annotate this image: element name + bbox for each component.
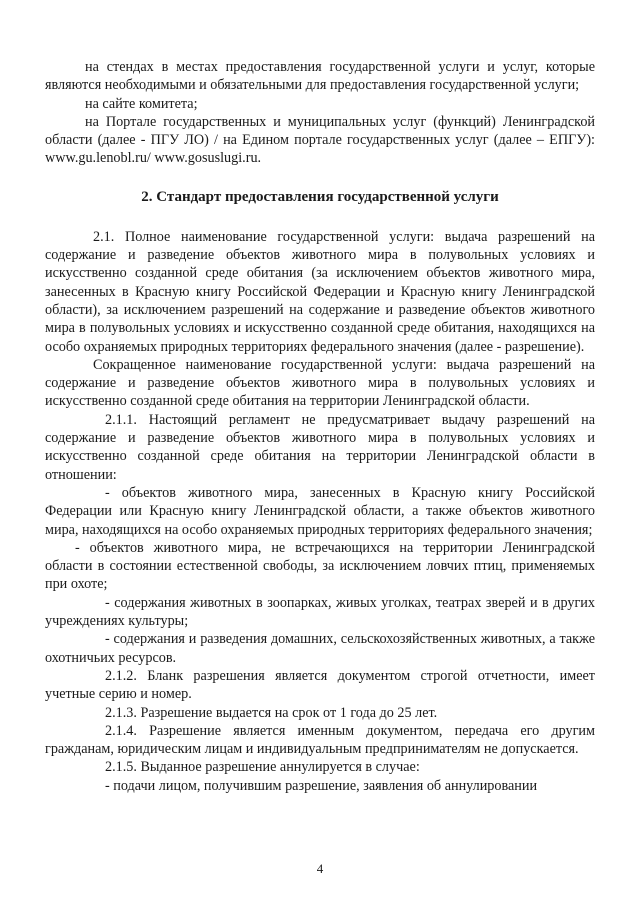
paragraph-portal: на Портале государственных и муниципальных услуг (функций) Ленинградской области (далее - ПГУ ЛО) / на Едином портале государственных услуг (далее – ЕПГУ): www.gu.lenobl.ru/ www.gosuslugi.ru. xyxy=(45,113,595,167)
paragraph-2-1-4: 2.1.4. Разрешение является именным документом, передача его другим гражданам, юридическим лицам и индивидуальным предпринимателям не допускается. xyxy=(45,722,595,758)
paragraph-short-name: Сокращенное наименование государственной услуги: выдача разрешений на содержание и разведение объектов животного мира в полувольных условиях и искусственно созданной среде обитания на территории Ленинградской области. xyxy=(45,356,595,410)
paragraph-2-1-5: 2.1.5. Выданное разрешение аннулируется в случае: xyxy=(105,759,420,776)
paragraph-2-1-2: 2.1.2. Бланк разрешения является документом строгой отчетности, имеет учетные серию и номер. xyxy=(45,667,595,703)
section-heading: 2. Стандарт предоставления государственной услуги xyxy=(141,188,499,205)
paragraph-committee-site: на сайте комитета; xyxy=(85,95,198,112)
list-item-dash-1: - объектов животного мира, занесенных в Красную книгу Российской Федерации или Красную книгу Ленинградской области, а также объектов животного мира, находящихся на особо охраняемых природных территориях федерального значения; xyxy=(45,484,595,538)
list-item-dash-3: - содержания животных в зоопарках, живых уголках, театрах зверей и в других учреждениях культуры; xyxy=(45,594,595,630)
list-item-dash-4: - содержания и разведения домашних, сельскохозяйственных животных, а также охотничьих ресурсов. xyxy=(45,631,595,666)
list-item-dash-2: - объектов животного мира, не встречающихся на территории Ленинградской области в состоянии естественной свободы, за исключением ловчих птиц, применяемых при охоте; xyxy=(45,539,595,593)
paragraph-2-1: 2.1. Полное наименование государственной услуги: выдача разрешений на содержание и разведение объектов животного мира в полувольных условиях и искусственно созданной среде обитания (за исключением объектов животного мира, занесенных в Красную книгу Российской Федерации и Красную книгу Ленинградской области), за исключением разрешений на содержание и разведение объектов животного мира в полувольных условиях и искусственно созданной среде обитания, находящихся на особо охраняемых природных территориях федерального значения (далее - разрешение). xyxy=(45,228,595,355)
list-item-dash-5: - подачи лицом, получившим разрешение, заявления об аннулировании xyxy=(105,777,538,794)
paragraph-2-1-3: 2.1.3. Разрешение выдается на срок от 1 года до 25 лет. xyxy=(105,704,438,721)
paragraph-2-1-1: 2.1.1. Настоящий регламент не предусматривает выдачу разрешений на содержание и разведение объектов животного мира в полувольных условиях и искусственно созданной среде обитания на территории Ленинградской области в отношении: xyxy=(45,411,595,483)
page-number: 4 xyxy=(316,861,324,876)
paragraph-stands: на стендах в местах предоставления государственной услуги и услуг, которые являются необходимыми и обязательными для предоставления государственной услуги; xyxy=(45,59,595,94)
